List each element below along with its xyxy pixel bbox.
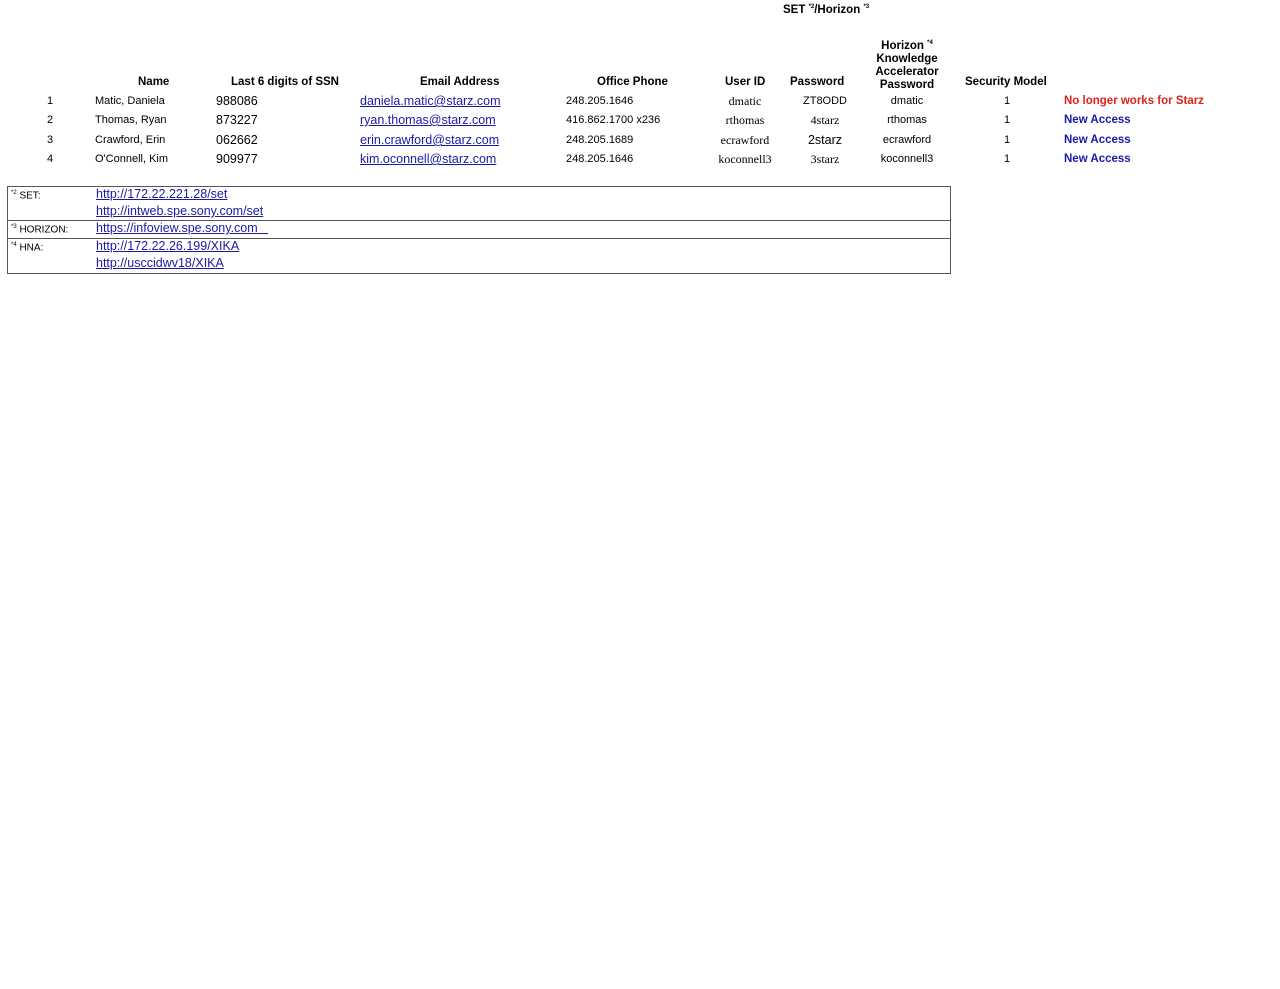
row-hka-password: koconnell3 — [880, 153, 934, 165]
row-security-model: 1 — [1003, 114, 1011, 126]
row-name: Crawford, Erin — [95, 134, 166, 146]
row-number: 2 — [47, 114, 54, 126]
header-horizon-ka-password: Horizon $^{*4}$ Knowledge Accelerator Password — [875, 39, 939, 91]
footnote-horizon-link[interactable]: https://infoview.spe.sony.com — [96, 221, 269, 235]
row-password: 4starz — [810, 113, 840, 127]
row-user-id: koconnell3 — [718, 152, 772, 166]
header-name: Name — [138, 76, 170, 88]
header-email: Email Address — [420, 76, 500, 88]
row-email-link[interactable]: kim.oconnell@starz.com — [360, 152, 497, 166]
set-horizon-group-header: SET $^{*2}$/Horizon $^{*3}$ — [783, 4, 870, 16]
row-user-id: rthomas — [725, 113, 765, 127]
table-row — [0, 114, 1280, 132]
row-email-link[interactable]: ryan.thomas@starz.com — [360, 113, 496, 127]
row-status: New Access — [1064, 153, 1131, 165]
row-office-phone: 248.205.1689 — [566, 134, 634, 146]
row-status: No longer works for Starz — [1064, 95, 1204, 107]
row-security-model: 1 — [1003, 134, 1011, 146]
table-row — [0, 95, 1280, 113]
row-ssn: 062662 — [216, 133, 258, 147]
footnote-set-link-2[interactable]: http://intweb.spe.sony.com/set — [96, 204, 264, 218]
footnote-hna-box — [7, 238, 951, 274]
row-office-phone: 248.205.1646 — [566, 153, 634, 165]
row-name: Matic, Daniela — [95, 95, 165, 107]
table-row — [0, 153, 1280, 171]
row-hka-password: dmatic — [890, 95, 924, 107]
footnote-horizon-box — [7, 220, 951, 239]
header-security-model: Security Model — [965, 76, 1047, 88]
row-email-link[interactable]: daniela.matic@starz.com — [360, 94, 501, 108]
row-user-id: ecrawford — [720, 133, 770, 147]
row-number: 1 — [47, 95, 54, 107]
row-ssn: 873227 — [216, 113, 258, 127]
row-password: 3starz — [810, 152, 840, 166]
table-row — [0, 134, 1280, 152]
row-ssn: 909977 — [216, 152, 258, 166]
footnote-horizon-label: $^{*3}$ HORIZON: — [11, 224, 69, 236]
row-number: 3 — [47, 134, 54, 146]
row-email-link[interactable]: erin.crawford@starz.com — [360, 133, 500, 147]
row-number: 4 — [47, 153, 54, 165]
row-name: O'Connell, Kim — [95, 153, 169, 165]
header-ssn: Last 6 digits of SSN — [231, 76, 339, 88]
header-password: Password — [790, 76, 845, 88]
row-office-phone: 416.862.1700 x236 — [566, 114, 661, 126]
footnote-set-link-1[interactable]: http://172.22.221.28/set — [96, 187, 228, 201]
footnote-hna-label: $^{*4}$ HNA: — [11, 242, 44, 254]
row-hka-password: ecrawford — [882, 134, 932, 146]
row-password: ZT8ODD — [803, 95, 847, 107]
footnote-hna-link-1[interactable]: http://172.22.26.199/XIKA — [96, 239, 240, 253]
row-ssn: 988086 — [216, 94, 258, 108]
row-status: New Access — [1064, 134, 1131, 146]
footnote-set-box — [7, 186, 951, 221]
row-password: 2starz — [807, 133, 843, 147]
row-security-model: 1 — [1003, 153, 1011, 165]
row-status: New Access — [1064, 114, 1131, 126]
row-office-phone: 248.205.1646 — [566, 95, 634, 107]
row-security-model: 1 — [1003, 95, 1011, 107]
header-office-phone: Office Phone — [597, 76, 668, 88]
footnote-hna-link-2[interactable]: http://usccidwv18/XIKA — [96, 256, 224, 270]
row-user-id: dmatic — [728, 94, 762, 108]
row-name: Thomas, Ryan — [95, 114, 167, 126]
header-user-id: User ID — [725, 76, 766, 88]
row-hka-password: rthomas — [887, 114, 927, 126]
footnote-set-label: $^{*2}$ SET: — [11, 190, 41, 202]
